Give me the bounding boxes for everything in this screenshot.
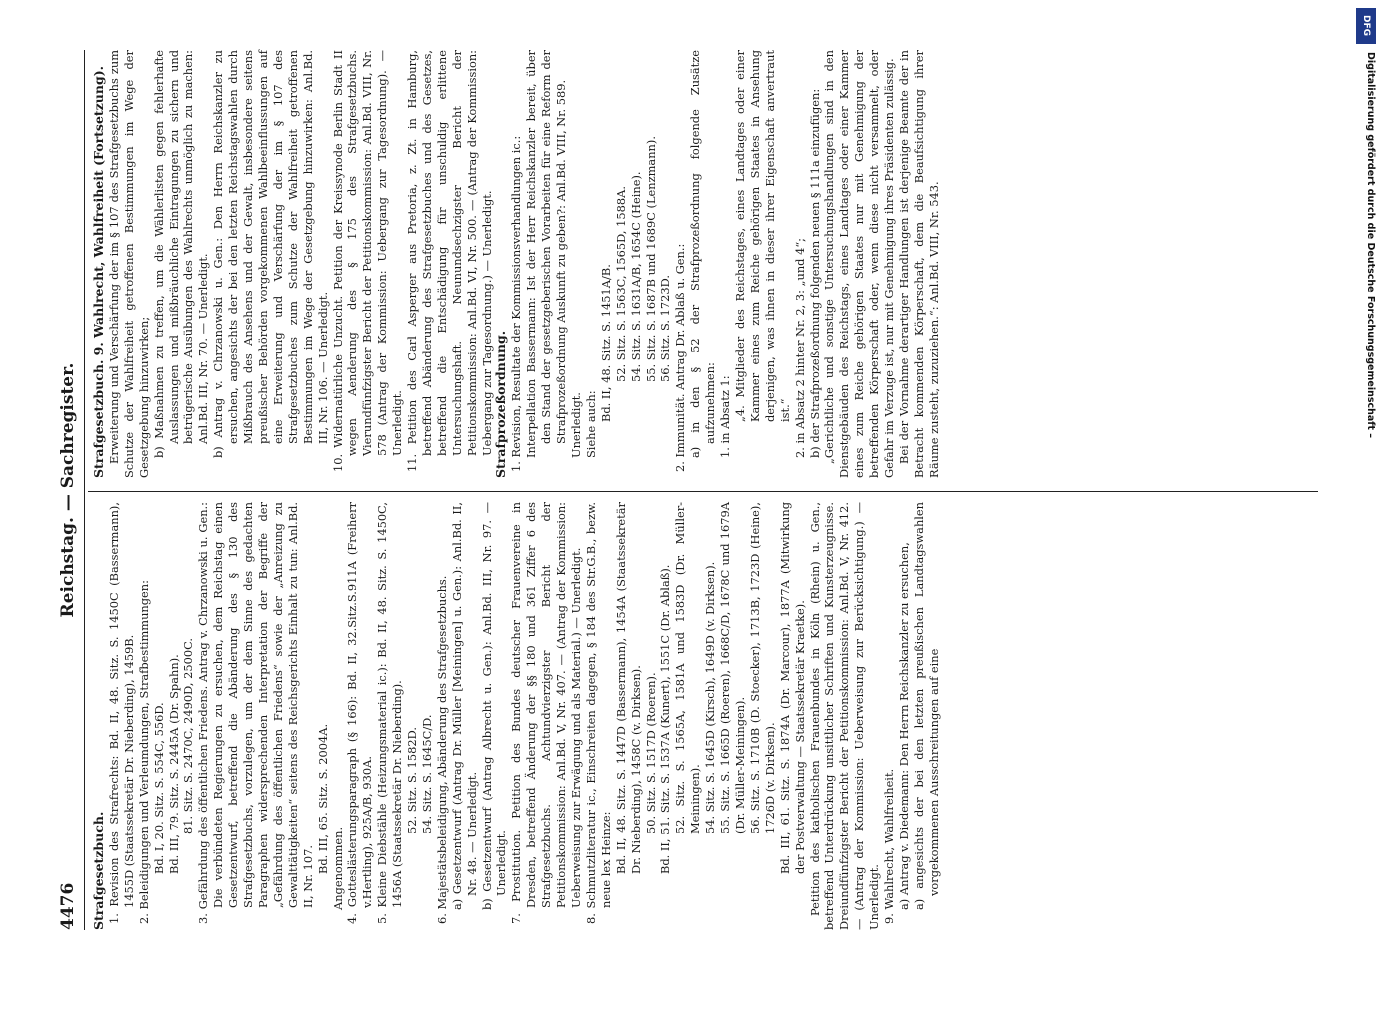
register-entry: „Gerichtliche und sonstige Untersuchungshandlungen sind in den Dienstgebäuden des Reichstags, eines Landtages oder einer Kammer eines zum Reiche gehörigen Staates nur mit Genehmigung der betreffenden Körperschaft oder, wenn diese nicht versammelt, oder Gefahr im Verzuge ist, nur mit Genehmigung ihres Präsidenten zulässig. — [822, 50, 897, 478]
register-entry: 54. Sitz. S. 1645C/D. — [419, 714, 434, 834]
register-entry: 2. Immunität. Antrag Dr. Ablaß u. Gen.: — [673, 243, 688, 472]
register-entry: Angenommen. — [330, 826, 345, 910]
register-entry: 52. Sitz. S. 1582D. — [405, 727, 420, 834]
register-entry: 9. Wahlrecht, Wahlfreiheit. — [882, 768, 897, 924]
register-entry: 6. Majestätsbeleidigung, Abänderung des Strafgesetzbuchs. — [434, 575, 449, 924]
register-entry: Bd. II, 48. Sitz. S. 1447D (Bassermann), 1454A (Staatssekretär Dr. Nieberding), 1458C (v. Dirksen). — [613, 502, 643, 874]
register-entry: 56. Sitz. S. 1710B (D. Stoecker), 1713B, 1723D (Heine), 1726D (v. Dirksen). — [747, 502, 777, 834]
register-entry: Bd. II, 48. Sitz. S. 1451A/B. — [598, 264, 613, 422]
register-entry: a) Antrag v. Diedemann: Den Herrn Reichskanzler zu ersuchen, — [896, 542, 911, 910]
digitization-note: Digitalisierung gefördert durch die Deutsche Forschungsgemeinschaft – — [1365, 52, 1376, 439]
register-entry: 1. in Absatz 1: — [718, 375, 733, 458]
register-entry: Bei der Vornahme derartiger Handlungen ist derjenige Beamte der in Betracht kommenden Körperschaft, dem die Beaufsichtigung ihrer Räume zusteht, zuzuziehen.“: Anl.Bd. VIII, Nr. 543. — [896, 50, 941, 478]
register-entry: 55. Sitz. S. 1665D (Roeren), 1668C/D, 1678C und 1679A (Dr. Müller-Meiningen). — [718, 502, 747, 834]
register-entry: a) angesichts der bei den letzten preußischen Landtagswahlen vorgekommenen Ausschreitungen auf eine — [911, 502, 941, 910]
header-rule — [84, 50, 85, 930]
register-entry: „4. Mitglieder des Reichstages, eines Landtages oder einer Kammer eines zum Reiche gehörigen Staates in Ansehung derjenigen, was ihnen in dieser ihrer Eigenschaft anvertraut ist.“ — [732, 50, 792, 422]
register-entry: a) Gesetzentwurf (Antrag Dr. Müller [Meiningen] u. Gen.): Anl.Bd. II, Nr. 48. — Unerledigt. — [449, 502, 479, 910]
register-entry: 54. Sitz. S. 1631A/B, 1654C (Heine). — [628, 171, 643, 382]
left-column — [92, 502, 942, 930]
register-entry: 7. Prostitution. Petition des Bundes deutscher Frauenvereine in Dresden, betreffend Änderung der §§ 180 und 361 Ziffer 6 des Strafgesetzbuchs. Achtundvierzigster Bericht der Petitionskommission: Anl.Bd. V, Nr. 407. — (Antrag der Kommission: Ueberweisung zur Erwägung und als Material.) — Unerledigt. — [509, 502, 583, 924]
register-entry: 1. Revision des Strafrechts: Bd. II, 48. Sitz. S. 1450C (Bassermann), 1455D (Staatssekretär Dr. Nieberding), 1459B. — [106, 502, 136, 924]
register-entry: 56. Sitz. S. 1723D. — [658, 275, 673, 382]
register-entry: Bd. I, 20. Sitz. S. 554C, 556D. — [151, 702, 166, 874]
section-heading: Strafgesetzbuch. 9. Wahlrecht, Wahlfreiheit (Fortsetzung). — [91, 66, 106, 478]
page-header — [58, 50, 82, 930]
register-entry: 4. Gotteslästerungsparagraph (§ 166): Bd. II, 32.Sitz.S.911A (Freiherr v.Hertling), 925A/B, 930A. — [345, 502, 375, 924]
register-entry: b) der Strafprozeßordnung folgenden neuen § 111a einzufügen: — [807, 88, 822, 458]
register-entry: 55. Sitz. S. 1687B und 1689C (Lenzmann). — [643, 136, 658, 382]
register-entry: Bd. III, 61. Sitz. S. 1874A (Dr. Marcour), 1877A (Mitwirkung der Postverwaltung — Staatssekretär Kraetke). — [777, 502, 807, 874]
register-entry: 50. Sitz. S. 1517D (Roeren). — [643, 672, 658, 834]
register-entry: b) Maßnahmen zu treffen, um die Wählerlisten gegen fehlerhafte Auslassungen und mißbräuchliche Eintragungen zu sichern und betrügerische Ausübungen des Wahlrechts unmöglich zu machen: Anl.Bd. III, Nr. 70. — Unerledigt. — [151, 50, 211, 458]
register-entry: b) Antrag v. Chrzanowski u. Gen.: Den Herrn Reichskanzler zu ersuchen, angesichts der bei den letzten Reichstagswahlen durch Mißbrauch des Ansehens und der Gewalt, insbesondere seitens preußischer Behörden vorgekommenen Wahlbeeinflussungen auf eine Erweiterung und Verschärfung der im § 107 des Strafgesetzbuches zum Schutze der Wahlfreiheit getroffenen Bestimmungen im Wege der Gesetzgebung hinzuwirken: Anl.Bd. III, Nr. 106. — Unerledigt. — [211, 50, 330, 458]
register-entry: Petition des katholischen Frauenbundes in Köln (Rhein) u. Gen., betreffend Unterdrückung unsittlicher Schriften und Kunsterzeugnisse. Dreiundfünfzigster Bericht der Petitionskommission: Anl.Bd. V, Nr. 412. — (Antrag der Kommission: Ueberweisung zur Berücksichtigung.) — Unerledigt. — [807, 502, 882, 930]
register-entry: Erweiterung und Verschärfung der im § 107 des Strafgesetzbuchs zum Schutze der Wahlfreiheit getroffenen Bestimmungen im Wege der Gesetzgebung hinzuwirken; — [106, 50, 151, 478]
column-divider — [88, 491, 1318, 492]
right-column — [92, 50, 942, 478]
register-entry: 81. Sitz. S. 2470C, 2490D, 2500C. — [181, 637, 196, 834]
register-entry: 52. Sitz. S. 1563C, 1565D, 1588A. — [613, 186, 628, 382]
register-entry: 3. Gefährdung des öffentlichen Friedens. Antrag v. Chrzanowski u. Gen.: Die verbündeten Regierungen zu ersuchen, dem Reichstag einen Gesetzentwurf, betreffend die Abänderung des § 130 des Strafgesetzbuchs, vorzulegen, um der dem Sinne des gedachten Paragraphen widersprechenden Interpretation der Begriffe der „Gefährdung des öffentlichen Friedens“ sowie der „Anreizung zu Gewalttätigkeiten“ seitens des Reichsgerichts Einhalt zu tun: Anl.Bd. II, Nr. 107. — [196, 502, 315, 924]
register-entry: 11. Petition des Carl Asperger aus Pretoria, z. Zt. in Hamburg, betreffend Abänderung des Strafgesetzbuches und des Gesetzes, betreffend die Entschädigung für unschuldig erlittene Untersuchungshaft. Neunundsechzigster Bericht der Petitionskommission: Anl.Bd. VI, Nr. 500. — (Antrag der Kommission: Uebergang zur Tagesordnung.) — Unerledigt. — [405, 50, 494, 472]
dfg-logo: DFG — [1356, 8, 1376, 44]
digitization-sidebar — [1350, 0, 1383, 1000]
register-entry: Unerledigt. — [569, 392, 583, 458]
register-entry: Siehe auch: — [583, 390, 598, 458]
register-entry: 1. Revision, Resultate der Kommissionsverhandlungen ic.: — [509, 135, 524, 472]
register-entry: Bd. II, 51. Sitz. S. 1537A (Kunert), 1551C (Dr. Ablaß). — [658, 564, 673, 874]
register-entry: 5. Kleine Diebstähle (Heizungsmaterial ic.): Bd. II, 48. Sitz. S. 1450C, 1456A (Staatssekretär Dr. Nieberding). — [375, 502, 405, 924]
section-heading: Strafprozeßordnung. — [493, 330, 509, 478]
register-entry: 10. Widernatürliche Unzucht. Petition der Kreissynode Berlin Stadt II wegen Aenderung des § 175 des Strafgesetzbuchs. Vierundfünfzigster Bericht der Petitionskommission: Anl.Bd. VIII, Nr. 578 (Antrag der Kommission: Uebergang zur Tagesordnung). — Unerledigt. — [330, 50, 405, 472]
register-entry: 2. Beleidigungen und Verleumdungen, Strafbestimmungen: — [136, 580, 151, 924]
register-entry: b) Gesetzentwurf (Antrag Albrecht u. Gen.): Anl.Bd. III, Nr. 97. — Unerledigt. — [479, 502, 509, 910]
register-entry: a) in den § 52 der Strafprozeßordnung folgende Zusätze aufzunehmen: — [688, 50, 718, 458]
register-entry: Interpellation Bassermann: Ist der Herr Reichskanzler bereit, über den Stand der gesetzgeberischen Vorarbeiten für eine Reform der Strafprozeßordnung Auskunft zu geben?: Anl.Bd. VIII, Nr. 589. — [524, 50, 569, 458]
register-entry: Bd. III, 79. Sitz. S. 2445A (Dr. Spahn). — [166, 654, 181, 874]
register-entry: 54. Sitz. S. 1645D (Kirsch), 1649D (v. Dirksen). — [703, 561, 718, 834]
running-title: Reichstag. — Sachregister. — [58, 362, 78, 618]
register-entry: 2. in Absatz 2 hinter Nr. 2, 3: „und 4“; — [792, 238, 807, 458]
section-heading: Strafgesetzbuch. — [91, 811, 106, 930]
register-entry: Bd. III, 65. Sitz. S. 2004A. — [315, 723, 330, 874]
register-entry: 52. Sitz. S. 1565A, 1581A und 1583D (Dr. Müller-Meiningen). — [673, 502, 703, 834]
page-number: 4476 — [58, 882, 78, 930]
register-entry: 8. Schmutzliteratur ic., Einschreiten dagegen, § 184 des Str.G.B., bezw. neue lex Heinze: — [583, 502, 613, 924]
